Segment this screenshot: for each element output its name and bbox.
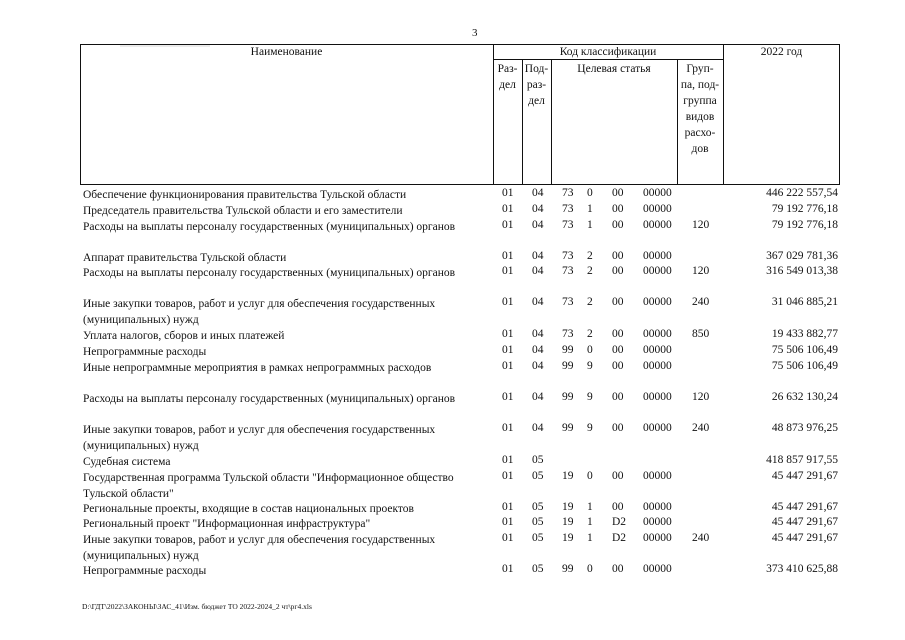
cell-group: 240 bbox=[692, 296, 710, 308]
cell-podrazdel: 04 bbox=[532, 296, 544, 308]
cell-value: 45 447 291,67 bbox=[771, 501, 838, 513]
header-target-article: Целевая статья bbox=[577, 63, 651, 75]
cell-podrazdel: 04 bbox=[532, 187, 544, 199]
cell-cs3: 00 bbox=[612, 344, 624, 356]
cell-razdel: 01 bbox=[502, 344, 514, 356]
cell-cs2: 2 bbox=[587, 296, 593, 308]
cell-cs2: 0 bbox=[587, 470, 593, 482]
cell-razdel: 01 bbox=[502, 422, 514, 434]
cell-cs2: 0 bbox=[587, 344, 593, 356]
cell-podrazdel: 04 bbox=[532, 250, 544, 262]
cell-cs2: 2 bbox=[587, 265, 593, 277]
cell-value: 316 549 013,38 bbox=[766, 265, 838, 277]
cell-cs1: 73 bbox=[562, 187, 574, 199]
cell-name: Государственная программа Тульской области "Информационное общество Тульской области" bbox=[83, 472, 454, 500]
cell-cs3: 00 bbox=[612, 296, 624, 308]
cell-cs2: 0 bbox=[587, 187, 593, 199]
header-group-line: расхо- bbox=[684, 127, 716, 139]
cell-cs4: 00000 bbox=[643, 328, 672, 340]
cell-value: 19 433 882,77 bbox=[771, 328, 838, 340]
cell-name: Региональный проект "Информационная инфраструктура" bbox=[83, 518, 371, 530]
cell-cs1: 73 bbox=[562, 250, 574, 262]
header-left-border bbox=[80, 44, 81, 185]
header-right-border bbox=[839, 44, 840, 185]
cell-cs3: 00 bbox=[612, 563, 624, 575]
cell-value: 75 506 106,49 bbox=[771, 360, 838, 372]
cell-cs2: 1 bbox=[587, 532, 593, 544]
cell-name: Иные закупки товаров, работ и услуг для обеспечения государственных (муниципальных) нужд bbox=[83, 424, 436, 452]
header-razdel-line: Раз- bbox=[497, 63, 518, 75]
cell-group: 240 bbox=[692, 532, 710, 544]
cell-cs3: 00 bbox=[612, 422, 624, 434]
cell-cs3: 00 bbox=[612, 391, 624, 403]
cell-podrazdel: 05 bbox=[532, 516, 544, 528]
cell-name: Аппарат правительства Тульской области bbox=[83, 252, 287, 264]
cell-cs1: 99 bbox=[562, 391, 574, 403]
cell-podrazdel: 04 bbox=[532, 203, 544, 215]
cell-cs2: 2 bbox=[587, 328, 593, 340]
header-group bbox=[677, 61, 723, 157]
divider-code-year bbox=[723, 44, 724, 185]
cell-podrazdel: 05 bbox=[532, 563, 544, 575]
cell-cs1: 99 bbox=[562, 344, 574, 356]
cell-value: 446 222 557,54 bbox=[766, 187, 838, 199]
cell-cs3: 00 bbox=[612, 265, 624, 277]
cell-cs1: 73 bbox=[562, 203, 574, 215]
header-razdel bbox=[493, 61, 522, 93]
cell-cs3: 00 bbox=[612, 501, 624, 513]
cell-cs4: 00000 bbox=[643, 516, 672, 528]
cell-cs4: 00000 bbox=[643, 344, 672, 356]
cell-razdel: 01 bbox=[502, 516, 514, 528]
cell-value: 31 046 885,21 bbox=[771, 296, 838, 308]
cell-cs1: 99 bbox=[562, 422, 574, 434]
cell-group: 240 bbox=[692, 422, 710, 434]
cell-value: 45 447 291,67 bbox=[771, 532, 838, 544]
cell-value: 373 410 625,88 bbox=[766, 563, 838, 575]
cell-cs1: 19 bbox=[562, 501, 574, 513]
cell-name: Уплата налогов, сборов и иных платежей bbox=[83, 330, 285, 342]
header-bottom-border bbox=[80, 184, 840, 185]
cell-cs2: 1 bbox=[587, 203, 593, 215]
cell-podrazdel: 04 bbox=[532, 344, 544, 356]
cell-razdel: 01 bbox=[502, 265, 514, 277]
header-razdel-line: дел bbox=[499, 79, 516, 91]
cell-name: Обеспечение функционирования правительства Тульской области bbox=[83, 189, 407, 201]
cell-name: Иные закупки товаров, работ и услуг для обеспечения государственных (муниципальных) нужд bbox=[83, 298, 436, 326]
cell-cs2: 9 bbox=[587, 422, 593, 434]
cell-cs4: 00000 bbox=[643, 422, 672, 434]
header-group-line: Груп- bbox=[686, 63, 714, 75]
cell-cs3: 00 bbox=[612, 187, 624, 199]
cell-cs3: 00 bbox=[612, 470, 624, 482]
header-year: 2022 год bbox=[760, 46, 803, 58]
cell-cs3: 00 bbox=[612, 203, 624, 215]
cell-cs1: 19 bbox=[562, 532, 574, 544]
cell-name: Председатель правительства Тульской области и его заместители bbox=[83, 205, 403, 217]
cell-cs4: 00000 bbox=[643, 360, 672, 372]
header-group-line: видов bbox=[685, 111, 715, 123]
cell-cs3: 00 bbox=[612, 328, 624, 340]
cell-razdel: 01 bbox=[502, 250, 514, 262]
cell-podrazdel: 05 bbox=[532, 501, 544, 513]
cell-razdel: 01 bbox=[502, 187, 514, 199]
cell-name: Непрограммные расходы bbox=[83, 565, 207, 577]
cell-cs4: 00000 bbox=[643, 563, 672, 575]
cell-name: Непрограммные расходы bbox=[83, 346, 207, 358]
header-group-line: дов bbox=[691, 143, 709, 155]
cell-name: Иные закупки товаров, работ и услуг для обеспечения государственных (муниципальных) нужд bbox=[83, 534, 436, 562]
cell-podrazdel: 05 bbox=[532, 470, 544, 482]
cell-value: 418 857 917,55 bbox=[766, 454, 838, 466]
footer-file-path: D:\ГДТ\2022\ЗАКОНЫ\ЗАС_41\Изм. бюджет ТО 2022-2024_2 чт\рг4.xls bbox=[82, 602, 312, 611]
cell-cs2: 2 bbox=[587, 250, 593, 262]
cell-cs4: 00000 bbox=[643, 203, 672, 215]
cell-razdel: 01 bbox=[502, 296, 514, 308]
cell-value: 45 447 291,67 bbox=[771, 516, 838, 528]
cell-value: 79 192 776,18 bbox=[771, 219, 838, 231]
cell-cs2: 1 bbox=[587, 219, 593, 231]
cell-name: Расходы на выплаты персоналу государственных (муниципальных) органов bbox=[83, 393, 456, 405]
cell-cs4: 00000 bbox=[643, 219, 672, 231]
cell-razdel: 01 bbox=[502, 501, 514, 513]
cell-group: 850 bbox=[692, 328, 710, 340]
cell-podrazdel: 04 bbox=[532, 328, 544, 340]
cell-name: Судебная система bbox=[83, 456, 171, 468]
cell-group: 120 bbox=[692, 219, 710, 231]
cell-podrazdel: 04 bbox=[532, 391, 544, 403]
cell-razdel: 01 bbox=[502, 532, 514, 544]
header-podrazdel-line: раз- bbox=[526, 79, 547, 91]
cell-podrazdel: 05 bbox=[532, 454, 544, 466]
cell-group: 120 bbox=[692, 391, 710, 403]
cell-razdel: 01 bbox=[502, 563, 514, 575]
cell-cs4: 00000 bbox=[643, 265, 672, 277]
cell-value: 48 873 976,25 bbox=[771, 422, 838, 434]
header-class-code: Код классификации bbox=[559, 46, 657, 58]
cell-cs2: 9 bbox=[587, 360, 593, 372]
cell-cs1: 99 bbox=[562, 563, 574, 575]
cell-value: 75 506 106,49 bbox=[771, 344, 838, 356]
cell-name: Иные непрограммные мероприятия в рамках непрограммных расходов bbox=[83, 362, 432, 374]
cell-cs3: 00 bbox=[612, 250, 624, 262]
cell-cs4: 00000 bbox=[643, 296, 672, 308]
cell-cs4: 00000 bbox=[643, 250, 672, 262]
cell-cs3: D2 bbox=[612, 516, 627, 528]
cell-cs4: 00000 bbox=[643, 501, 672, 513]
cell-cs2: 0 bbox=[587, 563, 593, 575]
cell-razdel: 01 bbox=[502, 391, 514, 403]
cell-podrazdel: 04 bbox=[532, 422, 544, 434]
cell-cs4: 00000 bbox=[643, 470, 672, 482]
header-podrazdel-line: дел bbox=[528, 95, 545, 107]
cell-razdel: 01 bbox=[502, 203, 514, 215]
cell-value: 79 192 776,18 bbox=[771, 203, 838, 215]
header-podrazdel bbox=[522, 61, 551, 109]
header-podrazdel-line: Под- bbox=[524, 63, 549, 75]
cell-razdel: 01 bbox=[502, 470, 514, 482]
cell-razdel: 01 bbox=[502, 328, 514, 340]
cell-razdel: 01 bbox=[502, 454, 514, 466]
cell-podrazdel: 05 bbox=[532, 532, 544, 544]
cell-cs1: 19 bbox=[562, 470, 574, 482]
cell-cs2: 1 bbox=[587, 501, 593, 513]
cell-group: 120 bbox=[692, 265, 710, 277]
cell-cs4: 00000 bbox=[643, 391, 672, 403]
cell-cs4: 00000 bbox=[643, 532, 672, 544]
cell-cs4: 00000 bbox=[643, 187, 672, 199]
cell-value: 26 632 130,24 bbox=[771, 391, 838, 403]
cell-podrazdel: 04 bbox=[532, 219, 544, 231]
cell-cs3: 00 bbox=[612, 360, 624, 372]
cell-cs1: 73 bbox=[562, 296, 574, 308]
cell-value: 367 029 781,36 bbox=[766, 250, 838, 262]
cell-razdel: 01 bbox=[502, 360, 514, 372]
cell-razdel: 01 bbox=[502, 219, 514, 231]
header-group-line: группа bbox=[683, 95, 717, 107]
cell-cs1: 73 bbox=[562, 219, 574, 231]
cell-cs1: 73 bbox=[562, 265, 574, 277]
header-name: Наименование bbox=[250, 46, 323, 58]
cell-name: Региональные проекты, входящие в состав национальных проектов bbox=[83, 503, 414, 515]
table-header bbox=[80, 44, 840, 185]
header-group-line: па, под- bbox=[680, 79, 720, 91]
divider-podrazdel bbox=[551, 59, 552, 185]
cell-value: 45 447 291,67 bbox=[771, 470, 838, 482]
cell-name: Расходы на выплаты персоналу государственных (муниципальных) органов bbox=[83, 221, 456, 233]
cell-cs2: 9 bbox=[587, 391, 593, 403]
cell-podrazdel: 04 bbox=[532, 360, 544, 372]
cell-cs1: 73 bbox=[562, 328, 574, 340]
cell-cs1: 99 bbox=[562, 360, 574, 372]
cell-name: Расходы на выплаты персоналу государственных (муниципальных) органов bbox=[83, 267, 456, 279]
cell-cs3: D2 bbox=[612, 532, 627, 544]
cell-cs2: 1 bbox=[587, 516, 593, 528]
cell-podrazdel: 04 bbox=[532, 265, 544, 277]
page-number: 3 bbox=[472, 27, 478, 39]
cell-cs3: 00 bbox=[612, 219, 624, 231]
cell-cs1: 19 bbox=[562, 516, 574, 528]
